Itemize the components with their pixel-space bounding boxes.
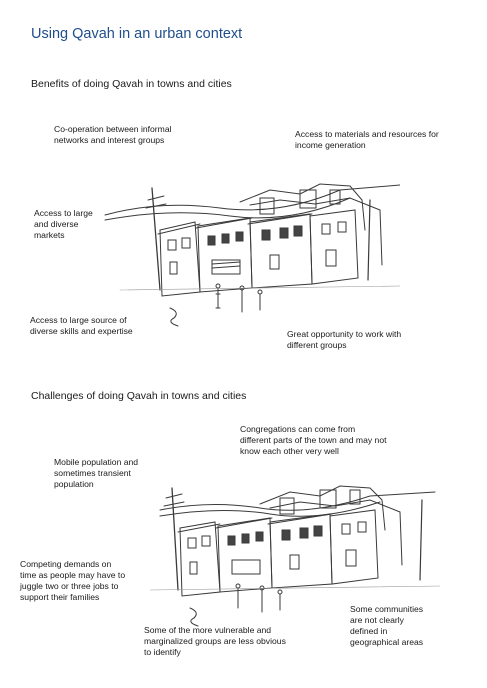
note-line: markets — [34, 230, 65, 240]
note-line: different groups — [287, 340, 347, 350]
town-sketch-illustration — [150, 470, 440, 630]
note-line: income generation — [295, 140, 366, 150]
note-line: Some communities — [350, 604, 424, 614]
note-line: Competing demands on — [20, 559, 112, 569]
note-competing — [20, 559, 125, 603]
note-line: Access to materials and resources for — [295, 129, 439, 139]
note-mobile — [54, 457, 138, 490]
note-line: and diverse — [34, 219, 79, 229]
note-line: networks and interest groups — [54, 135, 165, 145]
note-line: different parts of the town and may not — [240, 435, 387, 445]
note-line: Congregations can come from — [240, 424, 356, 434]
note-line: Access to large source of — [30, 315, 127, 325]
note-line: time as people may have to — [20, 570, 126, 580]
town-sketch-illustration — [100, 160, 400, 335]
note-line: defined in — [350, 626, 388, 636]
page-title: Using Qavah in an urban context — [31, 26, 243, 42]
note-cooperation — [54, 124, 172, 146]
note-line: to identify — [144, 647, 181, 657]
note-line: sometimes transient — [54, 468, 131, 478]
note-line: Access to large — [34, 208, 93, 218]
note-line: juggle two or three jobs to — [20, 581, 119, 591]
note-materials — [295, 129, 439, 151]
note-line: geographical areas — [350, 637, 424, 647]
note-line: know each other very well — [240, 446, 339, 456]
note-line: population — [54, 479, 94, 489]
note-congregations — [240, 424, 387, 457]
note-line: diverse skills and expertise — [30, 326, 133, 336]
note-markets — [34, 208, 93, 241]
challenges-heading: Challenges of doing Qavah in towns and cities — [31, 390, 247, 402]
benefits-heading: Benefits of doing Qavah in towns and cities — [31, 78, 232, 90]
note-line: marginalized groups are less obvious — [144, 636, 286, 646]
note-line: Great opportunity to work with — [287, 329, 402, 339]
note-line: Co-operation between informal — [54, 124, 172, 134]
note-line: Some of the more vulnerable and — [144, 625, 272, 635]
note-line: are not clearly — [350, 615, 404, 625]
note-line: support their families — [20, 592, 100, 602]
note-line: Mobile population and — [54, 457, 139, 467]
